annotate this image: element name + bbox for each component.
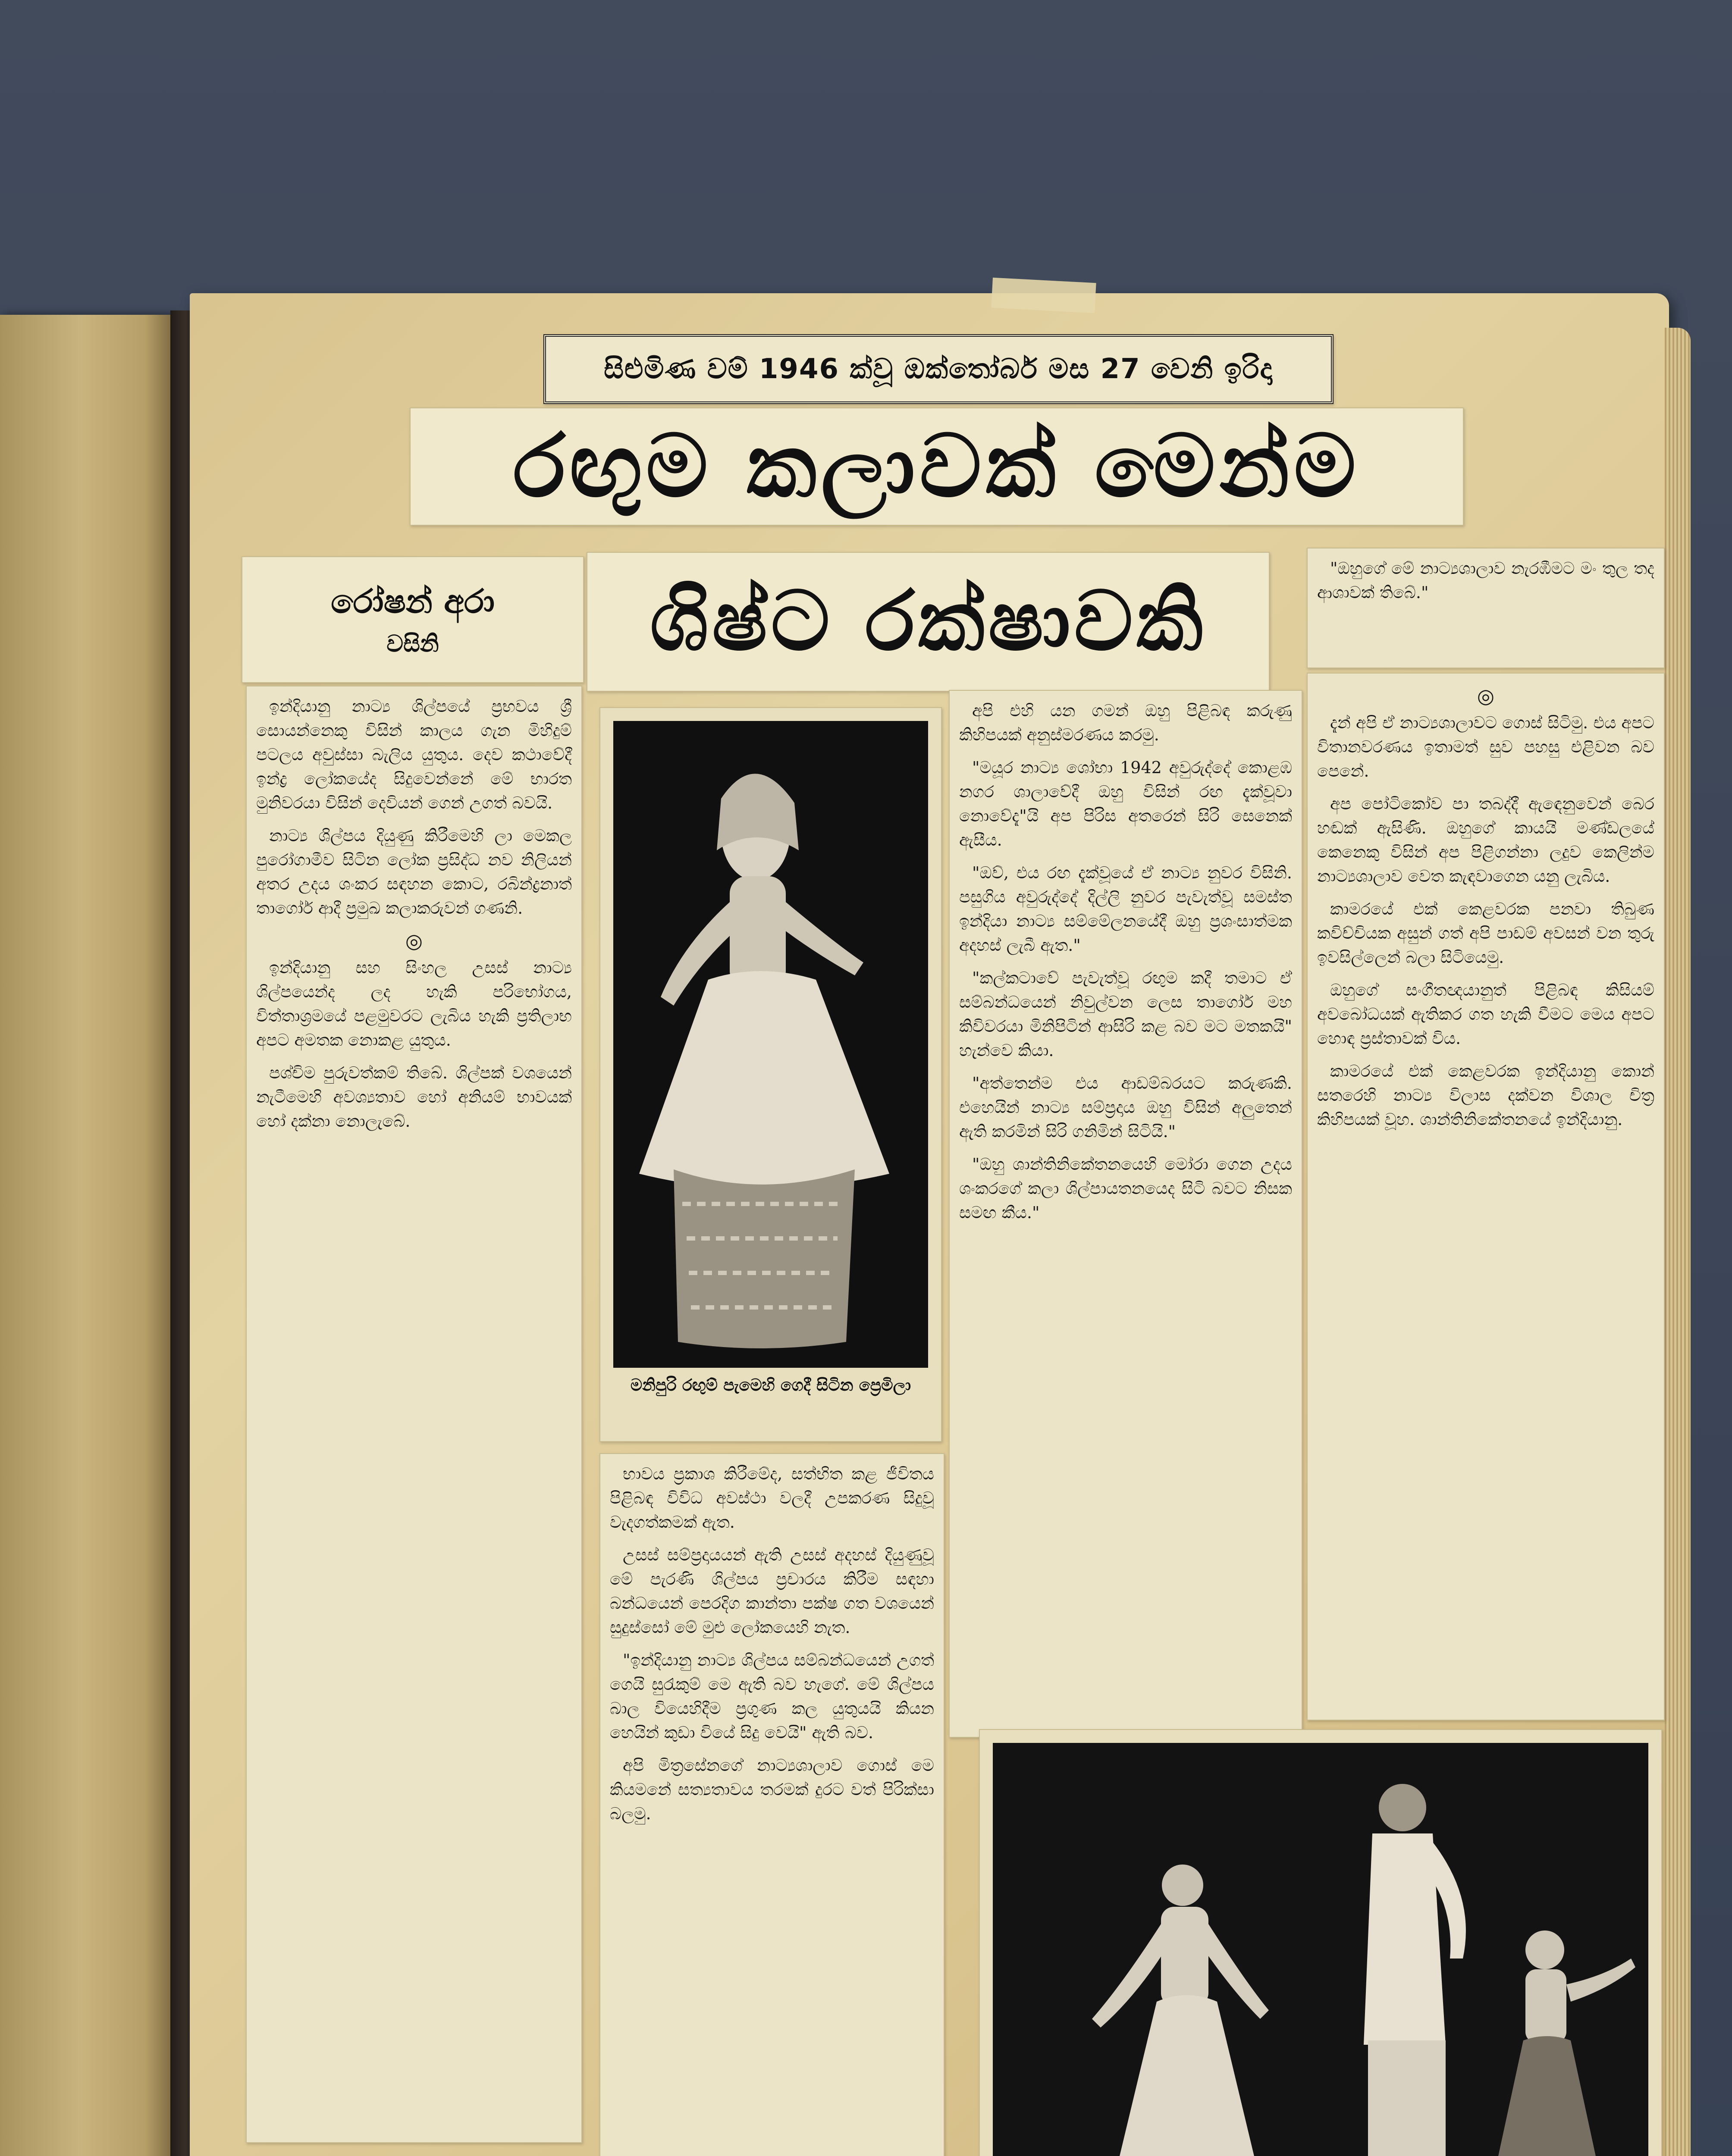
ornament: ◎ <box>405 929 423 953</box>
tape-strip <box>991 278 1096 313</box>
article-column-1: ඉන්දියානු නාට්‍ය ශිල්පයේ ප්‍රභවය ශ්‍රී සොයන්නෙකු විසින් කාලය ගැන මිහිදුම් පටලය අවුස්සා බැලිය යුතුය. දෙව කථාවේදී ඉන්ද්‍ර ලෝකයේද සිදුවෙන්නේ මේ භාරත මුනිවරයා විසින් දෙවියන් ගෙන් උගත් බවයි. නාට්‍ය ශිල්පය දියුණු කිරීමෙහි ලා මෙකල පුරෝගාමීව සිටින ලෝක ප්‍රසිද්ධ නව නිලියන් අතර උදය ශංකර සඳහන කොට, රබින්ද්‍රනාත් තාගෝර් ආදී ප්‍රමුඛ කලාකරුවන් ගණනි. ◎ ඉන්දියානු සහ සිංහල උසස් නාට්‍ය ශිල්පයෙන්ද ලද හැකි පරිභෝගය, විත්තාශ්‍රමයේ පළමුවරට ලැබිය හැකි ප්‍රතිලාභ අපට අමතක නොකළ යුතුය. පශ්චිම පුරුවත්කම් තිබේ. ශිල්පක් වශයෙන් නැටීමෙහි අවශ්‍යතාව හෝ අනියම් භාවයක් හෝ දක්නා නොලැබේ. <box>246 686 582 2143</box>
dancer-figure <box>613 721 928 1368</box>
dancers-group-figure <box>993 1743 1648 2156</box>
left-page <box>0 315 181 2156</box>
article-column-4: ◎ දැන් අපි ඒ නාට්‍යශාලාවට ගොස් සිටිමු. එය අපට විතානවරණය ඉතාමත් සුව පහසු එළිවන බව පෙනේ. අප පෝටිකෝව පා තබද්දී ඇඳෙනුවෙන් බෙර හඬක් ඇසිණි. ඔහුගේ කායයි මණ්ඩලයේ කෙනෙකු විසින් අප පිළිගන්නා ලදුව කෙලින්ම නාට්‍යශාලාව වෙත කැඳවාගෙන යනු ලැබිය. කාමරයේ එක් කෙළවරක පනවා තිබුණ කවිච්චියක අසුන් ගත් අපි පාඩම් අවසන් වන තුරු ඉවසිල්ලෙන් බලා සිටියෙමු. ඔහුගේ සංගීතඥයානුත් පිළිබඳ කිසියම් අවබෝධයක් ඇතිකර ගත හැකි වීමට මෙය අපට හොඳ ප්‍රස්තාවක් විය. කාමරයේ එක් කෙළවරක ඉන්දියානු කොන් සතරෙහි නාට්‍ය විලාස දක්වන විශාල චිත්‍ර කිහිපයක් වූහ. ශාන්තිනිකේතනයේ ඉන්දියානු. <box>1307 673 1665 1720</box>
article-column-2: භාවය ප්‍රකාශ කිරීමේද, සත්භිත කළ ජීවිතය පිළිබඳ විවිධ අවස්ථා වලදී උපකරණ සිදුවූ වැදගත්කමක් ඇත. උසස් සම්ප්‍රදායයන් ඇති උසස් අදහස් දියුණුවූ මේ පැරණි ශිල්පය ප්‍රචාරය කිරීම සඳහා බන්ධයෙන් පෙරදිග කාන්තා පක්ෂ ගත වශයෙන් සුදුස්සෝ මේ මුළු ලෝකයෙහි නැත. "ඉන්දියානු නාට්‍ය ශිල්පය සම්බන්ධයෙන් උගත් ගෙයි සුරැකුම් මෙ ඇති බව හැගේ. මේ ශිල්පය බාල වියෙහිදීම ප්‍රගුණ කල යුතුයයි කියන හෙයින් කුඩා වියේ සිදු වෙයි" ඇති බව. අපි මිත්‍රසේනගේ නාට්‍යශාලාව ගොස් මෙ කියමනේ සත්‍යතාවය තරමක් දුරට වත් පිරික්සා බලමු. <box>599 1453 944 2156</box>
side-column-clip: "ඔහුගේ මේ නාට්‍යශාලාව නැරඹීමට මං තුල තද ආශාවක් තිබේ." <box>1307 548 1665 668</box>
author-name: රෝෂන් අරා <box>330 582 495 620</box>
dancer-photo-clip <box>599 707 942 1442</box>
article-column-3: අපි එහි යන ගමන් ඔහු පිළිබඳ කරුණු කිහිපයක් අනුස්මරණය කරමු. "මයූර නාට්‍ය ශෝභා 1942 අවුරුද්දේ කොළඹ නගර ශාලාවේදී ඔහු විසින් රඟ දැක්වූවා නොවේදැ"යි අප පිරිස අතරෙන් සිරි සෙනෙක් ඇසීය. "ඔව්, එය රඟ දැක්වූයේ ඒ නාට්‍ය නුවර විසිනි. පසුගිය අවුරුද්දේ දිල්ලි නුවර පැවැත්වූ සමස්ත ඉන්දියා නාට්‍ය සම්මේලනයේදී ඔහු ප්‍රශංසාත්මක අදහස් ලැබී ඇත." "කල්කටාවේ පැවැත්වූ රඟුම කදී තමාට ඒ සම්බන්ධයෙන් නිවුල්වන ලෙස තාගෝර් මහ කිවිවරයා මිනිපිටින් ආසිරි කළ බව මට මතකයි" හැන්වෙ කියා. "අත්තෙන්ම එය ආඩම්බරයට කරුණකි. එහෙයින් නාට්‍ය සම්ප්‍රදාය ඔහු විසින් අලුතෙන් ඇති කරමින් සිරි ගනිමින් සිටියි." "ඔහු ශාන්තිනිකේතනයෙහි මෝරා ගෙන උදය ශංකරගේ කලා ශිල්පායතනයෙද සිටි බවට නිසක සමඟ කීය." <box>949 690 1302 1738</box>
headline-line-1: රඟුම කලාවක් මෙන්ම <box>410 407 1464 526</box>
ornament-2: ◎ <box>1477 684 1495 708</box>
dancer-photo-caption: මනිපුරි රඟුම් පැමෙහි ගෙදී සිටින ප්‍රෙමිලා <box>630 1375 911 1395</box>
headline-line-2-text: ශිෂ්ට රක්ෂාවකි <box>650 573 1207 669</box>
byline <box>242 556 584 683</box>
author-suffix: වසිනි <box>386 630 439 657</box>
page-edge <box>1665 328 1691 2156</box>
dateline: සිළුමිණ වම් 1946 ක්වූ ඔක්තෝබර් මස 27 වෙනි ඉරිදා <box>543 334 1334 404</box>
headline-line-2 <box>587 552 1270 692</box>
group-photo <box>993 1743 1648 2156</box>
group-photo-clip <box>979 1729 1662 2156</box>
dancer-photo <box>613 721 928 1368</box>
